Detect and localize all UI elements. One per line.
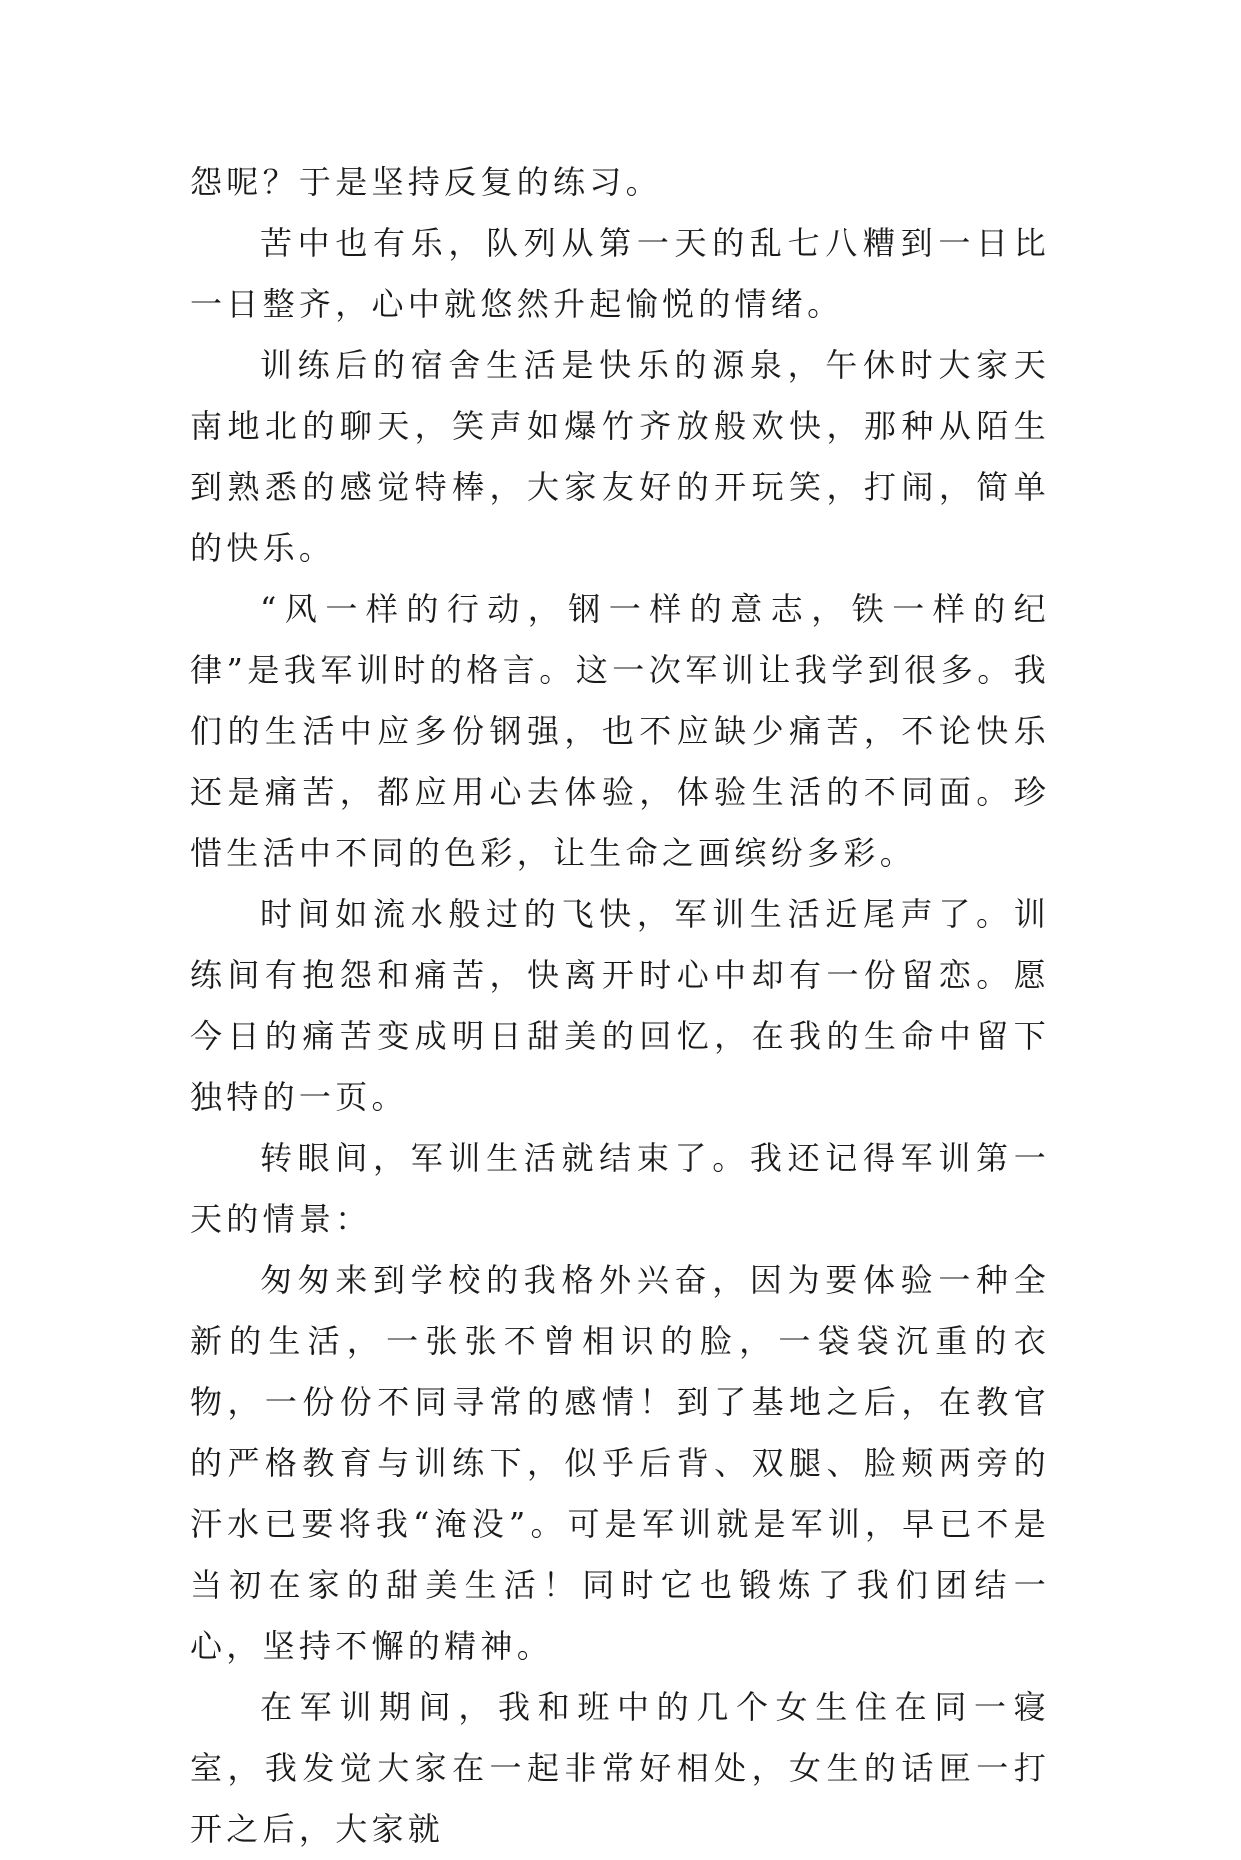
paragraph-7: 匆匆来到学校的我格外兴奋，因为要体验一种全新的生活，一张张不曾相识的脸，一袋袋沉重的衣物，一份份不同寻常的感情！到了基地之后，在教官的严格教育与训练下，似乎后背、双腿、脸颊两旁的汗水已要将我“淹没”。可是军训就是军训，早已不是当初在家的甜美生活！同时它也锻炼了我们团结一心，坚持不懈的精神。 <box>190 1261 1050 1665</box>
document-body <box>190 152 1050 1860</box>
paragraph-8: 在军训期间，我和班中的几个女生住在同一寝室，我发觉大家在一起非常好相处，女生的话匣一打开之后，大家就 <box>190 1688 1050 1848</box>
paragraph-5: 时间如流水般过的飞快，军训生活近尾声了。训练间有抱怨和痛苦，快离开时心中却有一份留恋。愿今日的痛苦变成明日甜美的回忆，在我的生命中留下独特的一页。 <box>190 895 1050 1116</box>
paragraph-4: “风一样的行动，钢一样的意志，铁一样的纪律”是我军训时的格言。这一次军训让我学到很多。我们的生活中应多份钢强，也不应缺少痛苦，不论快乐还是痛苦，都应用心去体验，体验生活的不同面。珍惜生活中不同的色彩，让生命之画缤纷多彩。 <box>190 590 1050 872</box>
paragraph-6: 转眼间，军训生活就结束了。我还记得军训第一天的情景： <box>190 1139 1050 1238</box>
paragraph-2: 苦中也有乐，队列从第一天的乱七八糟到一日比一日整齐，心中就悠然升起愉悦的情绪。 <box>190 224 1050 323</box>
paragraph-1: 怨呢？于是坚持反复的练习。 <box>190 163 662 201</box>
paragraph-3: 训练后的宿舍生活是快乐的源泉，午休时大家天南地北的聊天，笑声如爆竹齐放般欢快，那种从陌生到熟悉的感觉特棒，大家友好的开玩笑，打闹，简单的快乐。 <box>190 346 1050 567</box>
